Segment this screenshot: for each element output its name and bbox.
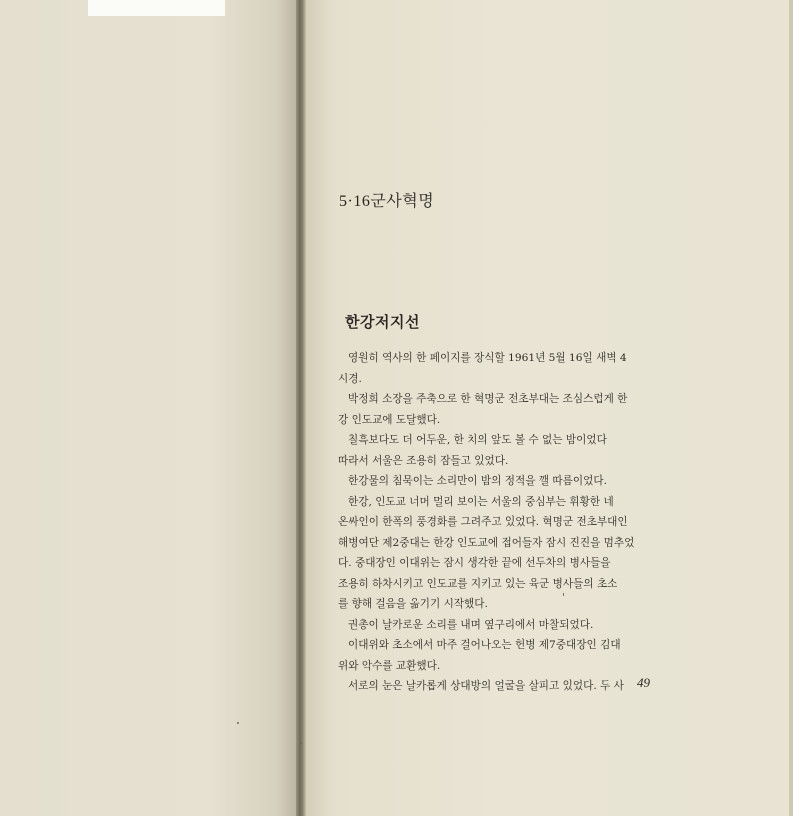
text-line: 칠흑보다도 더 어두운, 한 치의 앞도 볼 수 없는 밤이었다 bbox=[348, 434, 607, 446]
text-line: 권총이 날카로운 소리를 내며 옆구리에서 마찰되었다. bbox=[348, 618, 594, 631]
page-number: 49 bbox=[637, 675, 650, 690]
paper-speck bbox=[563, 593, 564, 596]
text-line: 다. 중대장인 이대위는 잠시 생각한 끝에 선두차의 병사들을 bbox=[338, 557, 611, 569]
left-page-blank bbox=[0, 0, 300, 816]
paper-speck bbox=[300, 742, 302, 744]
text-line: 시경. bbox=[338, 372, 362, 385]
text-line: 해병여단 제2중대는 한강 인도교에 접어들자 잠시 진진을 멈추었 bbox=[338, 536, 635, 549]
text-line: 조용히 하차시키고 인도교를 지키고 있는 육군 병사들의 초소 bbox=[338, 577, 618, 590]
text-line: 를 향해 걸음을 옮기기 시작했다. bbox=[338, 598, 488, 610]
text-line: 한강물의 침묵이는 소리만이 밤의 정적을 깰 따름이었다. bbox=[348, 475, 607, 487]
text-line: 이대위와 초소에서 마주 걸어나오는 헌병 제7중대장인 김대 bbox=[348, 639, 621, 651]
text-line: 따라서 서울은 조용히 잠들고 있었다. bbox=[338, 454, 509, 467]
paper-speck bbox=[237, 722, 239, 724]
text-line: 강 인도교에 도달했다. bbox=[338, 413, 441, 426]
section-title: 한강저지선 bbox=[345, 314, 420, 331]
chapter-title: 5·16군사혁명 bbox=[339, 193, 435, 210]
paper-scrap bbox=[88, 0, 225, 16]
book-gutter bbox=[296, 0, 306, 816]
text-line: 위와 악수를 교환했다. bbox=[338, 659, 441, 672]
text-line: 서로의 눈은 날카롭게 상대방의 얼굴을 살피고 있었다. 두 사 bbox=[348, 680, 624, 692]
page-edge bbox=[789, 0, 793, 816]
text-line: 박정희 소장을 주축으로 한 혁명군 전초부대는 조심스럽게 한 bbox=[348, 393, 628, 405]
text-line: 한강, 인도교 너머 멀리 보이는 서울의 중심부는 휘황한 네 bbox=[348, 495, 614, 508]
text-line: 영원히 역사의 한 페이지를 장식할 1961년 5월 16일 새벽 4 bbox=[348, 352, 627, 364]
text-line: 온싸인이 한폭의 풍경화를 그려주고 있었다. 혁명군 전초부대인 bbox=[338, 516, 628, 528]
body-text bbox=[338, 348, 674, 697]
